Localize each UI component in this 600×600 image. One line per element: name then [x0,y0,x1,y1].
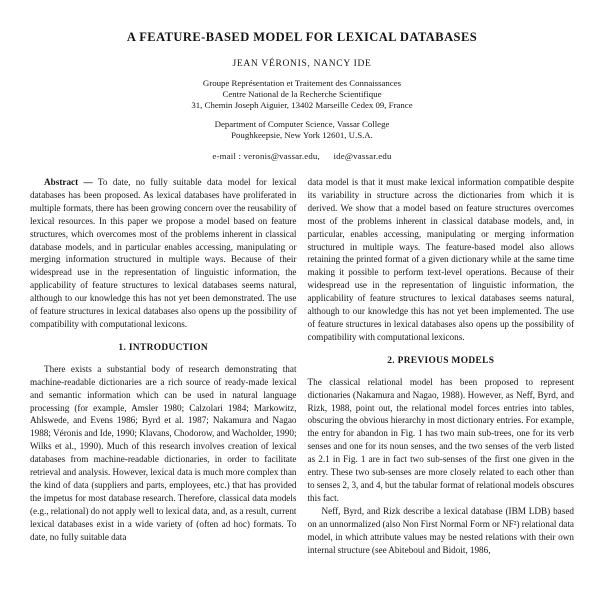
affiliation-cnrs [30,78,574,110]
email-line: e-mail : veronis@vassar.edu, ide@vassar.edu [212,150,392,161]
intro-continued-paragraph: data model is that it must make lexical information compatible despite its variability in structure across the dictionaries from which it is derived. We show that a model based on feature structures overcomes most of the problems inherent in classical database models, and, in particular, enables accessing, manipulating or merging information structured in multiple ways. The feature-based model also allows retaining the printed format of a given dictionary while at the same time making it possible to perform text-level operations. Because of their widespread use in the representation of linguistic information, the applicability of feature structures to lexical databases seems natural, although to our knowledge this has not yet been implemented. The use of feature structures in lexical databases also opens up the possibility of compatibility with computational lexicons. [307,176,574,342]
left-column [30,176,297,556]
intro-paragraph: There exists a substantial body of research demonstrating that machine-readable dictionaries are a rich source of ready-made lexical and semantic information which can be used in natural language processing (for example, Amsler 1980; Calzolari 1984; Markowitz, Ahlswede, and Evens 1986; Byrd et al. 1987; Nakamura and Nagao 1988; Véronis and Ide, 1990; Klavans, Chodorow, and Wacholder, 1990; Wilks et al., 1990). Much of this research involves creation of lexical databases from machine-readable dictionaries, in order to facilitate retrieval and analysis. However, lexical data is much more complex than the kind of data (suppliers and parts, employees, etc.) that has provided the impetus for most database research. Therefore, classical data models (e.g., relational) do not apply well to lexical data, and, as a result, current lexical databases exist in a wide variety of (often ad hoc) formats. To date, no fully suitable data [30,363,297,542]
paper-authors: JEAN VÉRONIS, NANCY IDE [232,59,372,69]
section-heading-previous-models: 2. PREVIOUS MODELS [387,355,495,366]
affiliation-line: 31, Chemin Joseph Aiguier, 13402 Marseille Cedex 09, France [191,99,413,110]
section-heading-introduction: 1. INTRODUCTION [118,342,209,353]
previous-models-paragraph-1: The classical relational model has been proposed to represent dictionaries (Nakamura and Nagao, 1988). However, as Neff, Byrd, and Rizk, 1988, point out, the relational model forces entries into tables, obscuring the obvious hierarchy in most dictionary entries. For example, the entry for abandon in Fig. 1 has two main sub-trees, one for its verb senses and one for its noun senses, and the two senses of the verb listed as 2.1 in Fig. 1 are in fact two sub-senses of the first one given in the entry. These two sub-senses are more closely related to each other than to senses 2, 3, and 4, but the tabular format of relational models obscures this fact. [307,376,574,503]
two-column-body [30,176,574,556]
affiliation-line: Department of Computer Science, Vassar College [214,119,390,130]
paper-title: A FEATURE-BASED MODEL FOR LEXICAL DATABASES [126,30,478,44]
previous-models-paragraph-2: Neff, Byrd, and Rizk describe a lexical database (IBM LDB) based on an unnormalized (also Non First Normal Form or NF²) relational data model, in which attribute values may be nested relations with their own internal structure (see Abiteboul and Bidoit, 1986, [307,505,574,555]
abstract-label: Abstract — [44,176,93,187]
affiliation-line: Poughkeepsie, New York 12601, U.S.A. [231,130,373,141]
affiliation-line: Centre National de la Recherche Scientifique [222,88,382,99]
right-column [308,176,575,556]
affiliation-line: Groupe Représentation et Traitement des Connaissances [202,78,402,88]
abstract-text: To date, no fully suitable data model for lexical databases has been proposed. As lexical databases have proliferated in multiple formats, there has been growing concern over the reusability of lexical resources. In this paper we propose a model based on feature structures, which overcomes most of the problems inherent in classical database models, and in particular enables accessing, manipulating or merging information structured in multiple ways. Because of their widespread use in the representation of linguistic information, the applicability of feature structures to lexical databases seems natural, although to our knowledge this has not yet been demonstrated. The use of feature structures in lexical databases also opens up the possibility of compatibility with computational lexicons. [30,176,297,329]
abstract-paragraph [30,176,297,331]
affiliation-vassar [30,119,574,141]
